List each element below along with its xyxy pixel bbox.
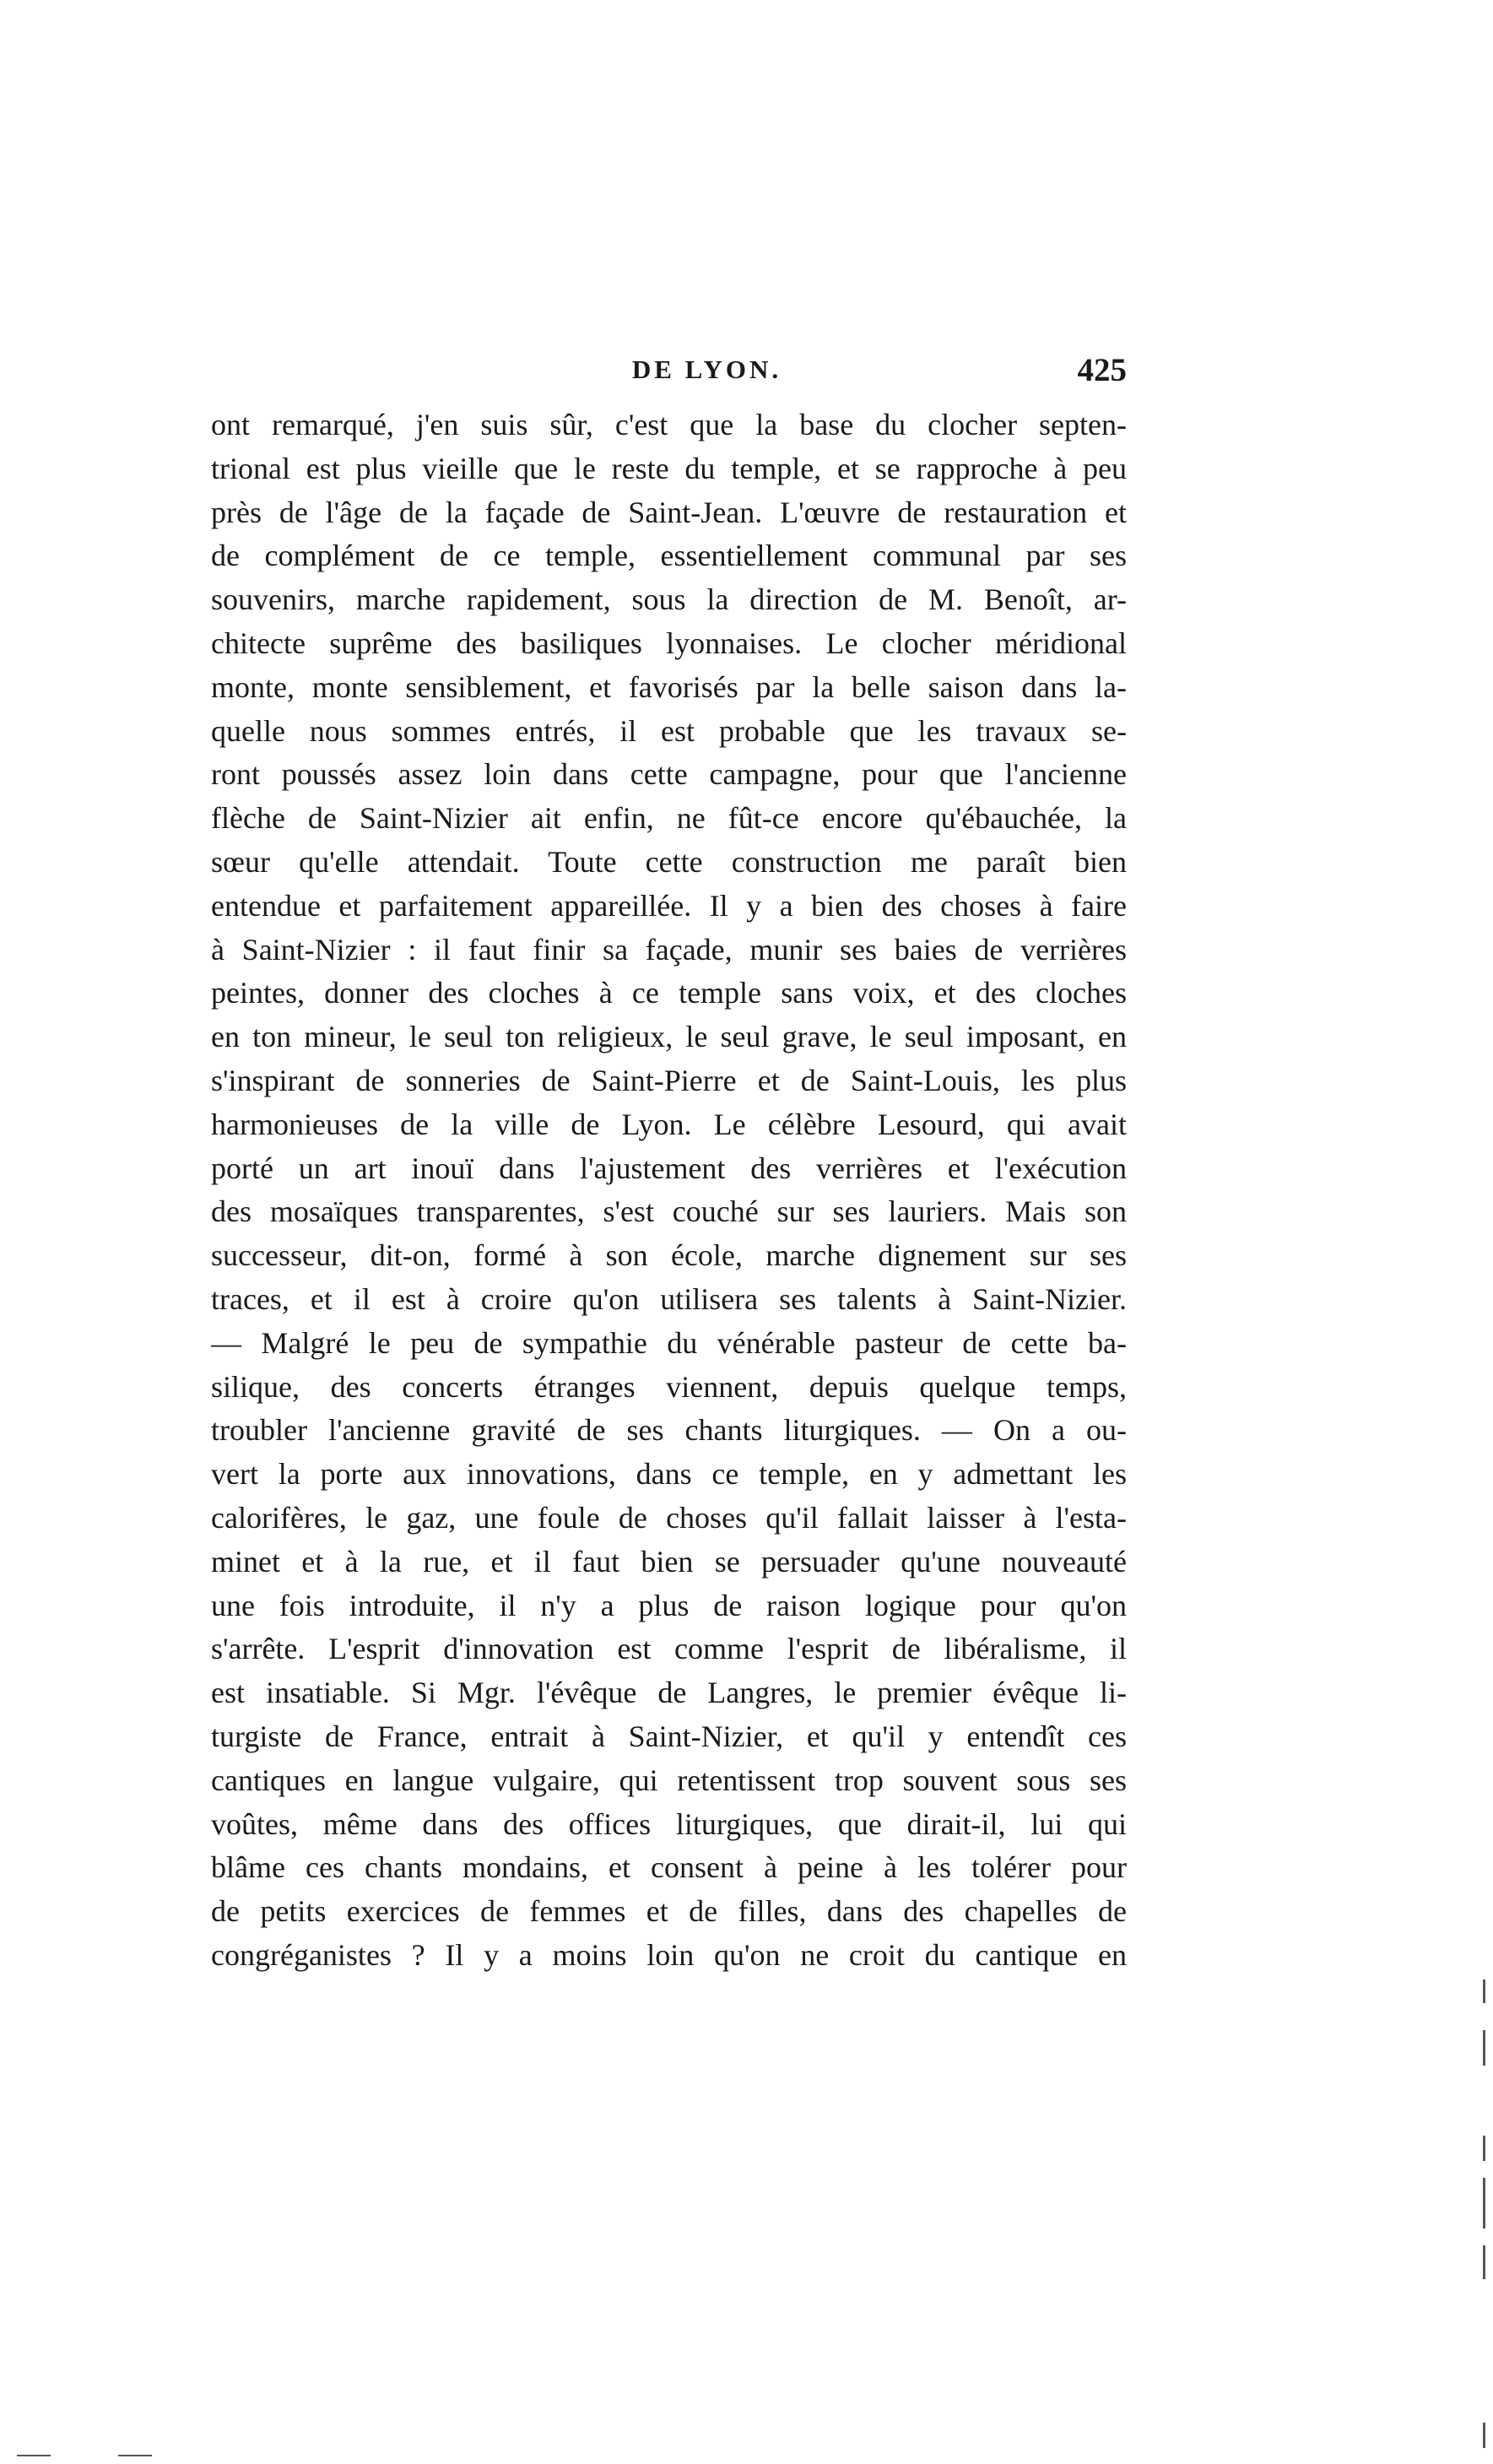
text-line: voûtes, même dans des offices liturgiques, que dirait-il, lui qui — [211, 1806, 1127, 1841]
text-line: ont remarqué, j'en suis sûr, c'est que la base du clocher septen- — [211, 408, 1127, 441]
text-line: ront poussés assez loin dans cette campagne, pour que l'ancienne — [211, 757, 1127, 792]
scan-mark — [1483, 1979, 1485, 2003]
scan-mark — [1483, 2030, 1485, 2066]
text-line: s'inspirant de sonneries de Saint-Pierre et de Saint-Louis, les plus — [211, 1063, 1127, 1097]
scan-mark — [118, 2455, 152, 2456]
text-line: chitecte suprême des basiliques lyonnaises. Le clocher méridional — [211, 625, 1127, 660]
text-line: silique, des concerts étranges viennent, depuis quelque temps, — [211, 1369, 1127, 1404]
text-line: monte, monte sensiblement, et favorisés par la belle saison dans la- — [211, 669, 1127, 704]
text-line: traces, et il est à croire qu'on utilisera ses talents à Saint-Nizier. — [211, 1281, 1127, 1316]
text-line: successeur, dit-on, formé à son école, marche dignement sur ses — [211, 1238, 1127, 1273]
text-line: flèche de Saint-Nizier ait enfin, ne fût-ce encore qu'ébauchée, la — [211, 801, 1127, 836]
text-line: cantiques en langue vulgaire, qui retentissent trop souvent sous ses — [211, 1763, 1127, 1797]
text-line: des mosaïques transparentes, s'est couché sur ses lauriers. Mais son — [211, 1194, 1127, 1229]
text-line: troubler l'ancienne gravité de ses chants liturgiques. — On a ou- — [211, 1413, 1127, 1448]
text-line: près de l'âge de la façade de Saint-Jean. L'œuvre de restauration et — [211, 495, 1127, 529]
text-line: quelle nous sommes entrés, il est probable que les travaux se- — [211, 713, 1127, 748]
text-line: porté un art inouï dans l'ajustement des verrières et l'exécution — [211, 1151, 1127, 1185]
text-line: s'arrête. L'esprit d'innovation est comme l'esprit de libéralisme, il — [211, 1632, 1127, 1666]
text-line: en ton mineur, le seul ton religieux, le seul grave, le seul imposant, en — [211, 1020, 1127, 1054]
text-line: blâme ces chants mondains, et consent à peine à les tolérer pour — [211, 1850, 1127, 1885]
text-line: calorifères, le gaz, une foule de choses qu'il fallait laisser à l'esta- — [211, 1500, 1127, 1535]
text-line: est insatiable. Si Mgr. l'évêque de Langres, le premier évêque li- — [211, 1676, 1127, 1710]
scan-mark — [1483, 2178, 1485, 2228]
scan-mark — [1483, 2136, 1485, 2161]
text-line: souvenirs, marche rapidement, sous la direction de M. Benoît, ar- — [211, 582, 1127, 617]
text-line: à Saint-Nizier : il faut finir sa façade, munir ses baies de verrières — [211, 932, 1127, 967]
text-line: congréganistes ? Il y a moins loin qu'on ne croit du cantique en — [211, 1937, 1127, 1972]
text-line: turgiste de France, entrait à Saint-Nizier, et qu'il y entendît ces — [211, 1719, 1127, 1753]
running-title: DE LYON. — [631, 355, 782, 384]
body-text — [211, 403, 1127, 1978]
text-line: vert la porte aux innovations, dans ce temple, en y admettant les — [211, 1457, 1127, 1492]
text-line: de complément de ce temple, essentiellement communal par ses — [211, 539, 1127, 573]
page-number: 425 — [1077, 352, 1127, 388]
scan-mark — [1483, 2245, 1485, 2279]
text-line: sœur qu'elle attendait. Toute cette construction me paraît bien — [211, 844, 1127, 879]
text-line: — Malgré le peu de sympathie du vénérable pasteur de cette ba- — [211, 1325, 1127, 1360]
scan-mark — [1483, 2423, 1485, 2448]
text-line: harmonieuses de la ville de Lyon. Le célèbre Lesourd, qui avait — [211, 1107, 1127, 1141]
text-line: minet et à la rue, et il faut bien se persuader qu'une nouveauté — [211, 1544, 1127, 1579]
page-header — [211, 352, 1127, 405]
text-line: une fois introduite, il n'y a plus de raison logique pour qu'on — [211, 1588, 1127, 1622]
text-line: de petits exercices de femmes et de filles, dans des chapelles de — [211, 1894, 1127, 1929]
text-line: entendue et parfaitement appareillée. Il y a bien des choses à faire — [211, 888, 1127, 923]
text-line: peintes, donner des cloches à ce temple sans voix, et des cloches — [211, 976, 1127, 1010]
scan-mark — [17, 2455, 51, 2456]
text-line: trional est plus vieille que le reste du temple, et se rapproche à peu — [211, 451, 1127, 485]
